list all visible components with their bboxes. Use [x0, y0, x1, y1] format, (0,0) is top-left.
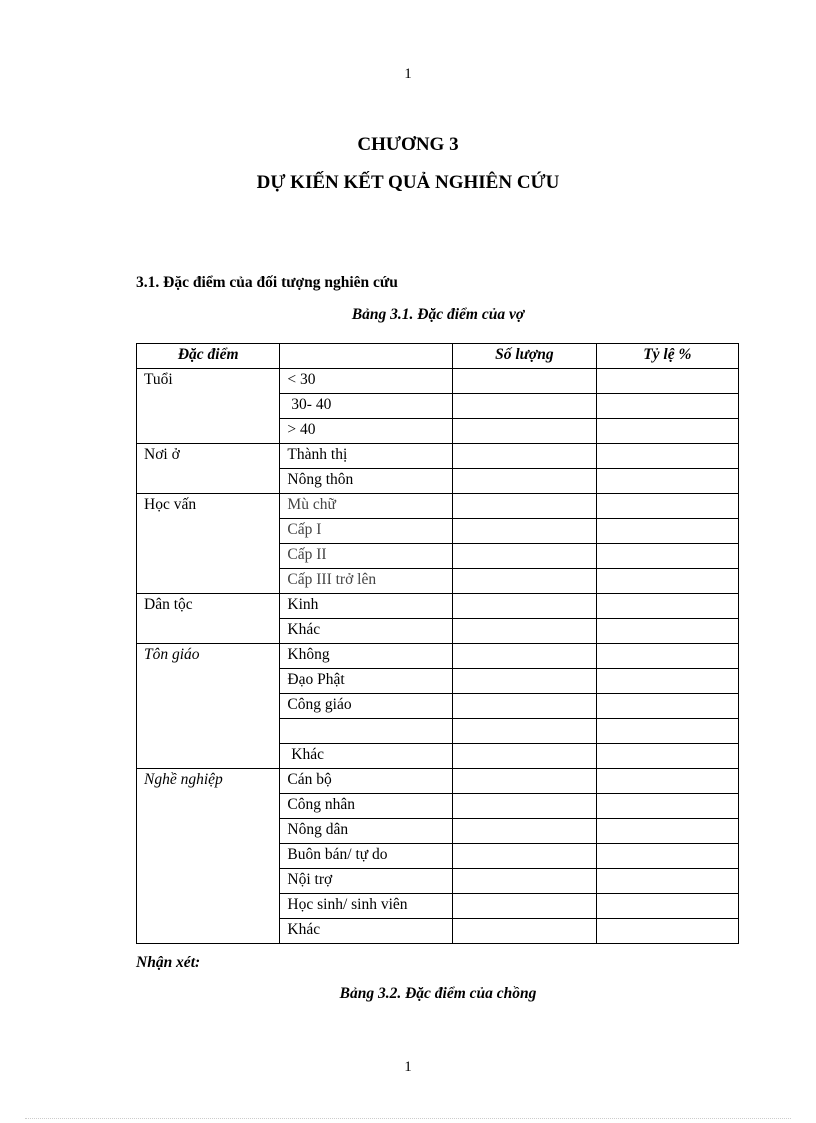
item-cell: Khác: [280, 619, 453, 644]
item-cell: Thành thị: [280, 444, 453, 469]
percent-cell: [596, 394, 738, 419]
percent-cell: [596, 569, 738, 594]
group-label-education: Học vấn: [137, 494, 280, 594]
count-cell: [453, 594, 596, 619]
item-cell: < 30: [280, 369, 453, 394]
page-number-bottom: 1: [404, 1059, 412, 1075]
count-cell: [453, 794, 596, 819]
count-cell: [453, 369, 596, 394]
percent-cell: [596, 694, 738, 719]
page-number-top: 1: [404, 66, 412, 82]
percent-cell: [596, 819, 738, 844]
section-heading: 3.1. Đặc điểm của đối tượng nghiên cứu: [136, 274, 398, 291]
percent-cell: [596, 719, 738, 744]
percent-cell: [596, 419, 738, 444]
remarks-label: Nhận xét:: [136, 954, 201, 971]
count-cell: [453, 444, 596, 469]
header-count: Số lượng: [453, 344, 596, 369]
percent-cell: [596, 869, 738, 894]
table-row: [137, 369, 739, 394]
page-bottom-rule: [25, 1118, 791, 1119]
count-cell: [453, 844, 596, 869]
item-cell: Nội trợ: [280, 869, 453, 894]
item-cell: [280, 719, 453, 744]
characteristics-table: [136, 343, 739, 944]
table-row: [137, 594, 739, 619]
percent-cell: [596, 594, 738, 619]
percent-cell: [596, 519, 738, 544]
item-cell: Buôn bán/ tự do: [280, 844, 453, 869]
item-cell: Khác: [280, 919, 453, 944]
percent-cell: [596, 369, 738, 394]
percent-cell: [596, 494, 738, 519]
item-cell: Công nhân: [280, 794, 453, 819]
table1-caption: Bảng 3.1. Đặc điểm của vợ: [351, 306, 525, 323]
item-cell: Kinh: [280, 594, 453, 619]
table-row: [137, 494, 739, 519]
item-cell: Cán bộ: [280, 769, 453, 794]
percent-cell: [596, 644, 738, 669]
item-cell: > 40: [280, 419, 453, 444]
item-cell: 30- 40: [280, 394, 453, 419]
percent-cell: [596, 919, 738, 944]
chapter-title: DỰ KIẾN KẾT QUẢ NGHIÊN CỨU: [256, 172, 560, 193]
count-cell: [453, 619, 596, 644]
header-characteristic: Đặc điểm: [137, 344, 280, 369]
group-label-ethnicity: Dân tộc: [137, 594, 280, 644]
item-cell: Đạo Phật: [280, 669, 453, 694]
count-cell: [453, 544, 596, 569]
table2-caption: Bảng 3.2. Đặc điểm của chồng: [339, 985, 537, 1002]
count-cell: [453, 394, 596, 419]
item-cell: Mù chữ: [280, 494, 453, 519]
percent-cell: [596, 469, 738, 494]
item-cell: Khác: [280, 744, 453, 769]
percent-cell: [596, 669, 738, 694]
item-cell: Nông thôn: [280, 469, 453, 494]
count-cell: [453, 519, 596, 544]
table-row: [137, 444, 739, 469]
count-cell: [453, 569, 596, 594]
count-cell: [453, 419, 596, 444]
percent-cell: [596, 769, 738, 794]
percent-cell: [596, 894, 738, 919]
item-cell: Học sinh/ sinh viên: [280, 894, 453, 919]
item-cell: Cấp III trở lên: [280, 569, 453, 594]
count-cell: [453, 644, 596, 669]
count-cell: [453, 769, 596, 794]
chapter-number: CHƯƠNG 3: [357, 134, 459, 155]
percent-cell: [596, 844, 738, 869]
count-cell: [453, 869, 596, 894]
count-cell: [453, 919, 596, 944]
percent-cell: [596, 744, 738, 769]
group-label-occupation: Nghề nghiệp: [137, 769, 280, 944]
table-row: [137, 644, 739, 669]
group-label-residence: Nơi ở: [137, 444, 280, 494]
percent-cell: [596, 619, 738, 644]
table-header-row: [137, 344, 739, 369]
count-cell: [453, 894, 596, 919]
count-cell: [453, 494, 596, 519]
group-label-religion: Tôn giáo: [137, 644, 280, 769]
table-row: [137, 769, 739, 794]
percent-cell: [596, 544, 738, 569]
item-cell: Công giáo: [280, 694, 453, 719]
header-subcategory: [280, 344, 453, 369]
count-cell: [453, 819, 596, 844]
percent-cell: [596, 444, 738, 469]
group-label-age: Tuổi: [137, 369, 280, 444]
count-cell: [453, 469, 596, 494]
count-cell: [453, 744, 596, 769]
item-cell: Cấp II: [280, 544, 453, 569]
item-cell: Không: [280, 644, 453, 669]
header-percent: Tỷ lệ %: [596, 344, 738, 369]
count-cell: [453, 669, 596, 694]
count-cell: [453, 719, 596, 744]
count-cell: [453, 694, 596, 719]
item-cell: Cấp I: [280, 519, 453, 544]
item-cell: Nông dân: [280, 819, 453, 844]
percent-cell: [596, 794, 738, 819]
